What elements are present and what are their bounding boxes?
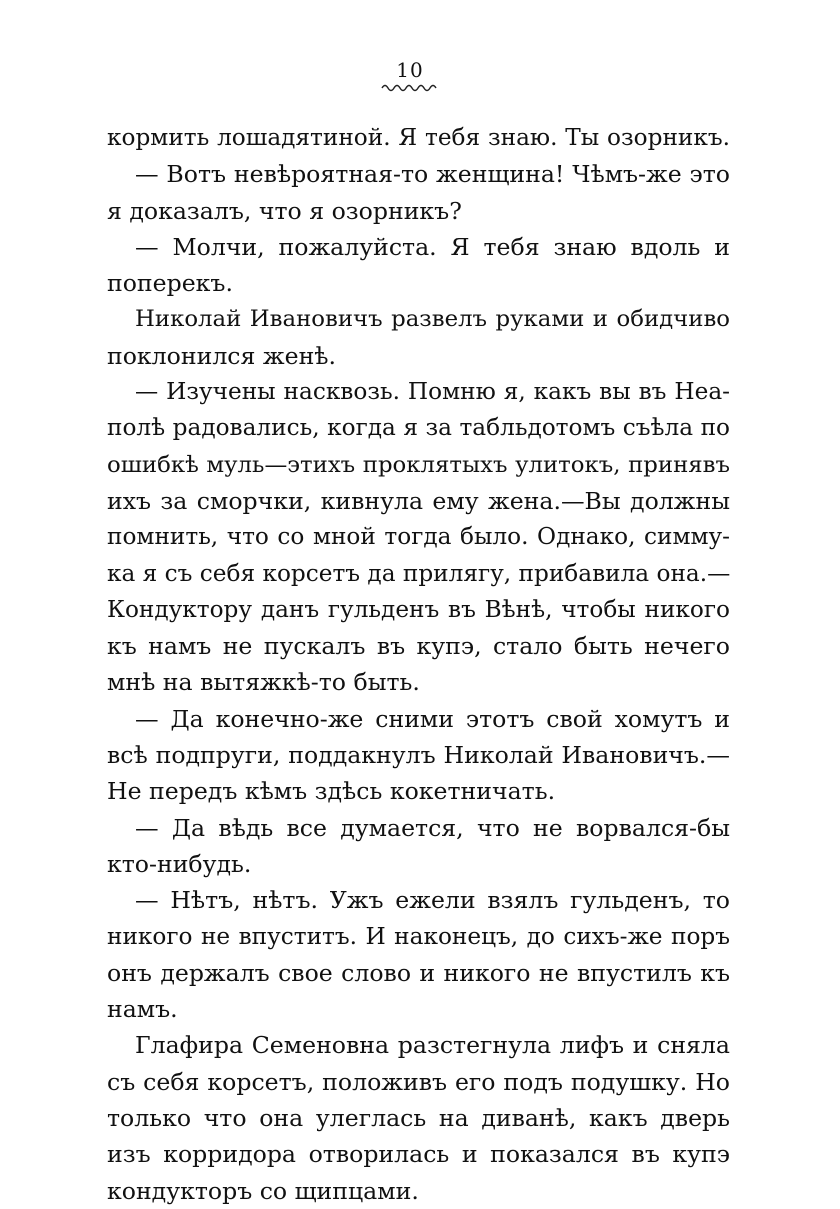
text-line: помнить, что со мной тогда было. Однако, симму- [107,523,730,551]
text-line: — Молчи, пожалуйста. Я тебя знаю вдоль и [135,232,730,261]
text-line: кондукторъ со щипцами. [107,1176,419,1205]
text-line: изъ корридора отворилась и показался въ купэ [107,1140,730,1169]
body-text [107,120,730,1209]
text-line: кто-нибудь. [107,849,252,878]
text-line: мнѣ на вытяжкѣ-то быть. [107,668,420,697]
text-line: ка я съ себя корсетъ да прилягу, прибавила она.— [107,559,730,587]
text-line: всѣ подпруги, поддакнулъ Николай Ивановичъ.— [107,741,730,770]
text-line: только что она улеглась на диванѣ, какъ дверь [107,1104,730,1133]
wavy-ornament [380,82,440,94]
text-line: къ намъ не пускалъ въ купэ, стало быть нечего [107,632,730,661]
text-line: кормить лошадятиной. Я тебя знаю. Ты озорникъ. [107,124,730,151]
text-line: Не передъ кѣмъ здѣсь кокетничать. [107,777,556,806]
text-line: Глафира Семеновна разстегнула лифъ и сняла [135,1031,730,1060]
text-line: Николай Ивановичъ развелъ руками и обидчиво [135,306,730,333]
text-line: — Да конечно-же сними этотъ свой хомутъ и [135,704,730,733]
text-line: намъ. [107,995,178,1024]
text-line: поперекъ. [107,269,233,298]
text-line: полѣ радовались, когда я за табльдотомъ съѣла по [107,414,730,442]
page-number: 10 [396,58,424,82]
text-line: поклонился женѣ. [107,341,337,370]
text-line: — Изучены насквозь. Помню я, какъ вы въ Неа- [135,378,730,406]
text-line: — Да вѣдь все думается, что не ворвался-бы [135,813,730,842]
text-line: съ себя корсетъ, положивъ его подъ подушку. Но [107,1067,730,1096]
text-line: онъ держалъ свое слово и никого не впустилъ къ [107,958,730,987]
text-line: ихъ за сморчки, кивнула ему жена.—Вы должны [107,486,730,515]
text-line: никого не впуститъ. И наконецъ, до сихъ-же поръ [107,922,730,950]
text-line: — Вотъ невѣроятная-то женщина! Чѣмъ-же это [135,160,730,189]
text-line: ошибкѣ муль—этихъ проклятыхъ улитокъ, принявъ [107,451,730,478]
text-line: Кондуктору данъ гульденъ въ Вѣнѣ, чтобы никого [107,595,730,623]
text-line: я доказалъ, что я озорникъ? [107,196,462,225]
text-line: — Нѣтъ, нѣтъ. Ужъ ежели взялъ гульденъ, то [135,886,730,915]
